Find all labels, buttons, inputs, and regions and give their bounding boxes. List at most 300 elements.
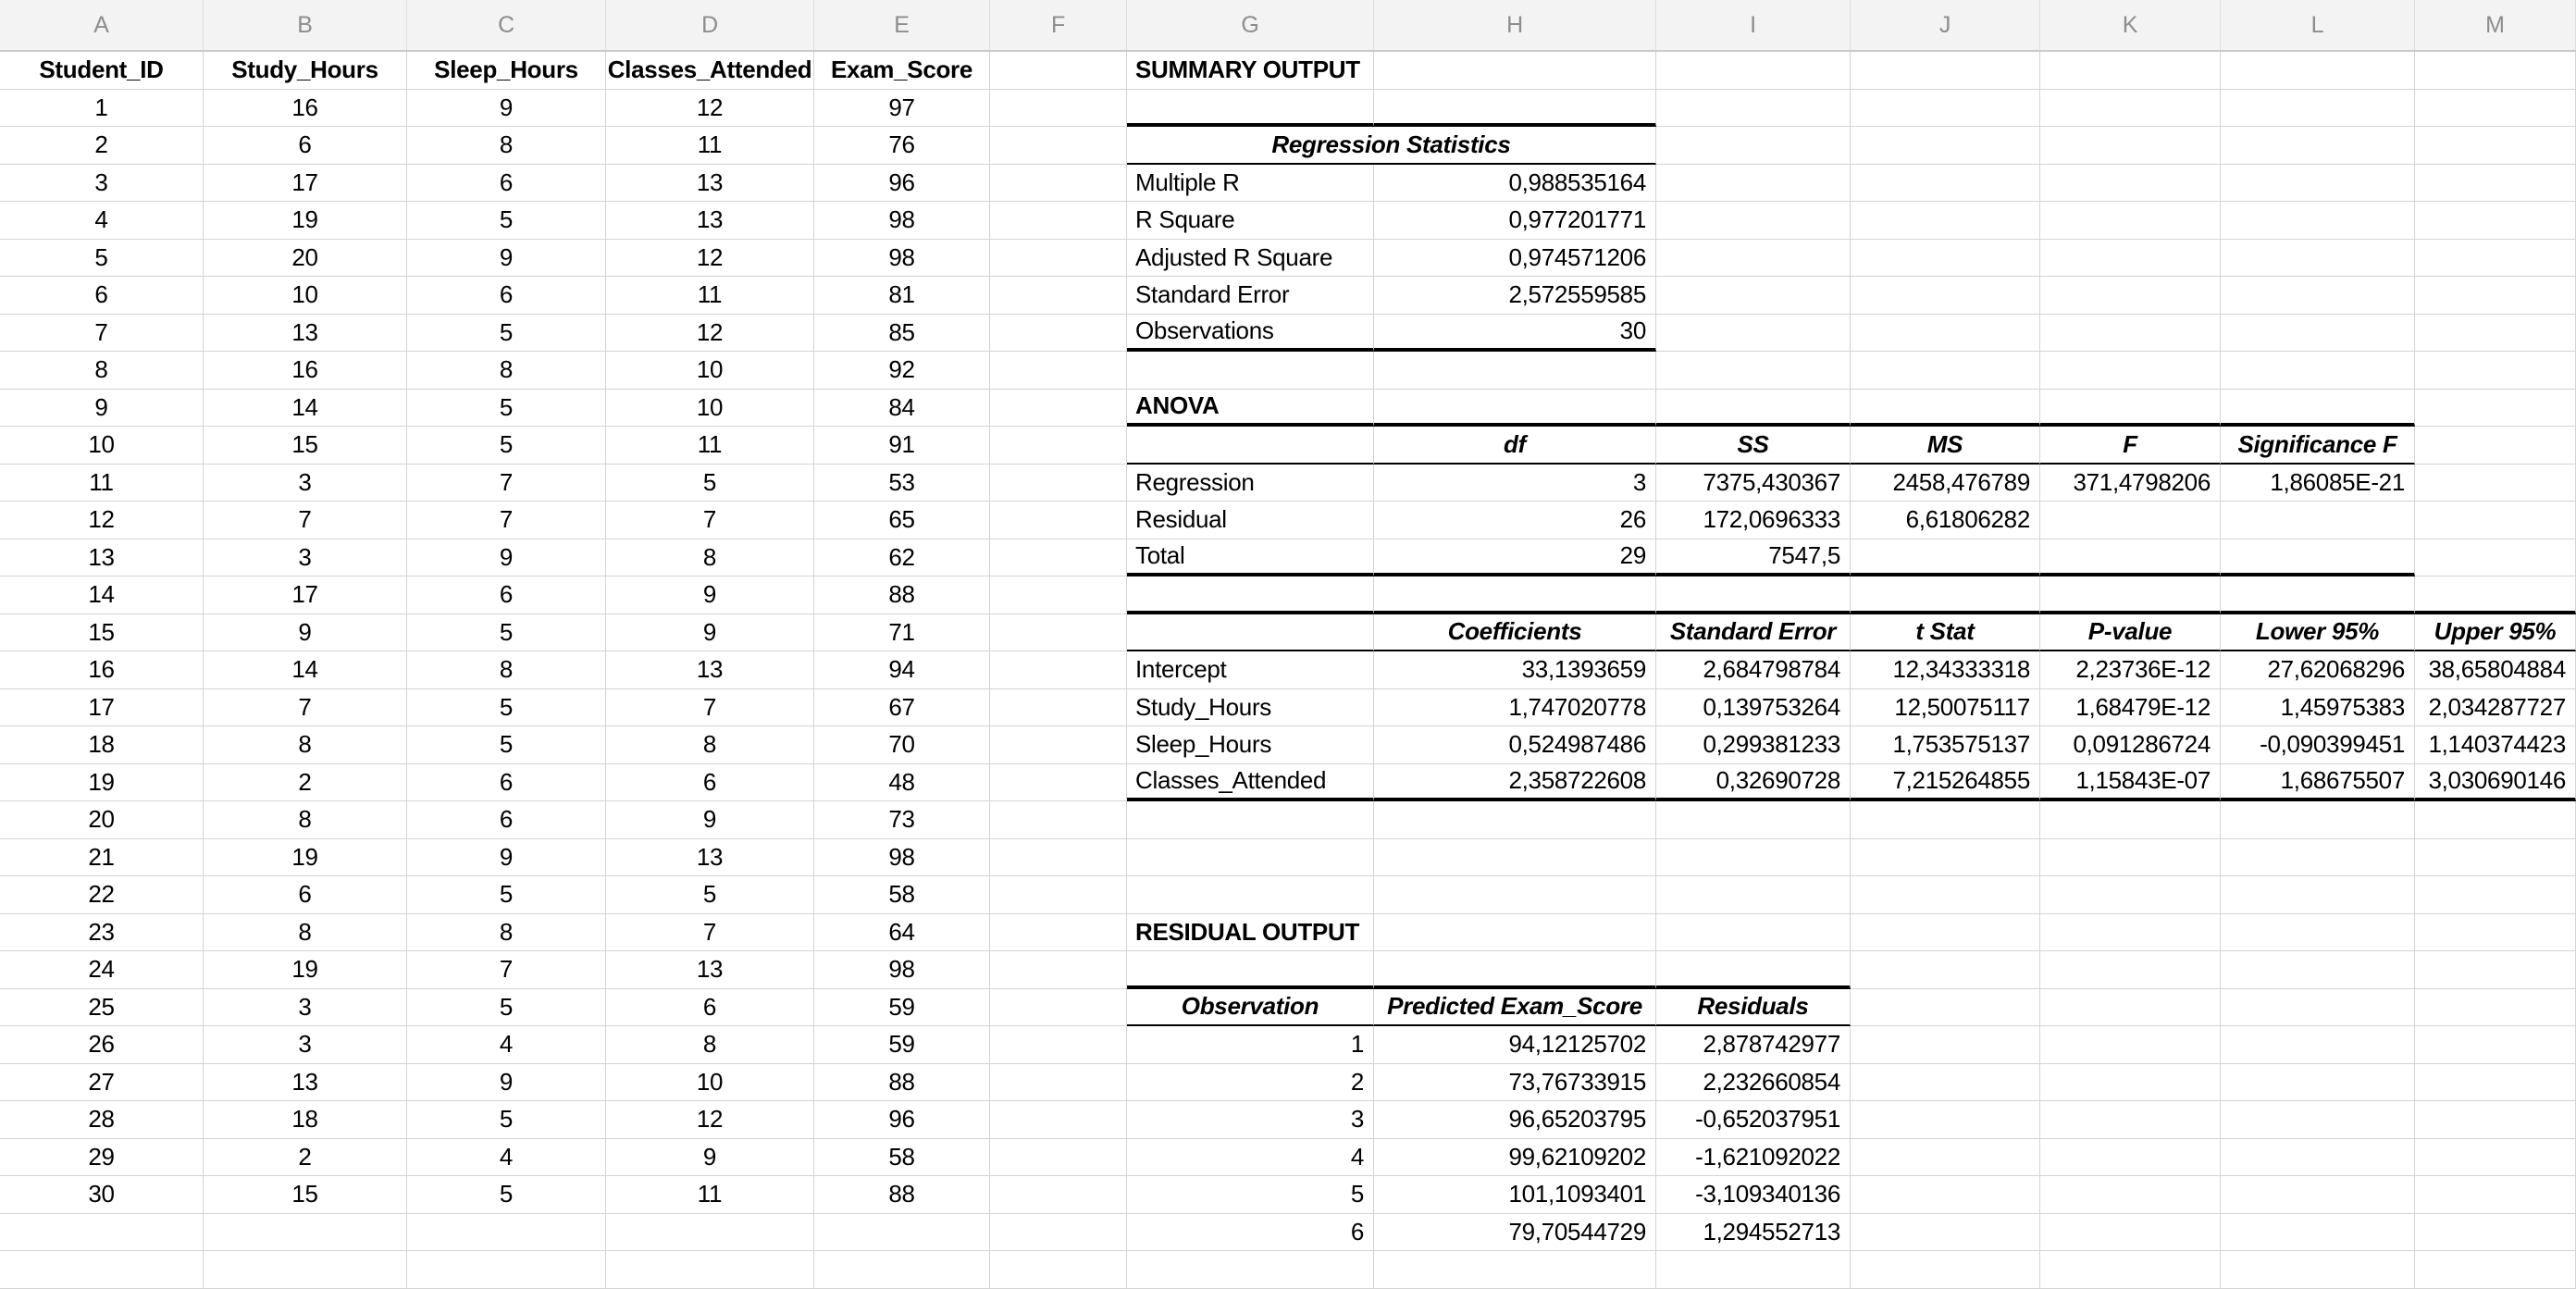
student-table-cell[interactable]: 13	[606, 202, 814, 240]
cell[interactable]	[2040, 240, 2221, 278]
anova-value[interactable]: 3	[1374, 465, 1656, 502]
student-table-cell[interactable]: 59	[814, 1026, 990, 1064]
cell[interactable]	[2221, 839, 2415, 877]
residual-output-value[interactable]: 5	[1127, 1176, 1374, 1214]
cell[interactable]	[1851, 1139, 2040, 1177]
cell[interactable]	[2415, 315, 2576, 353]
column-header-I[interactable]: I	[1656, 0, 1851, 50]
coefficients-header[interactable]: t Stat	[1851, 614, 2040, 652]
student-table-cell[interactable]: 20	[204, 240, 407, 278]
student-table-cell[interactable]: 9	[407, 1064, 606, 1102]
student-table-cell[interactable]: 8	[204, 726, 407, 764]
coefficient-value[interactable]: 1,747020778	[1374, 689, 1656, 727]
anova-value[interactable]: 1,86085E-21	[2221, 465, 2415, 502]
student-table-cell[interactable]: 2	[0, 127, 204, 165]
cell[interactable]	[2040, 202, 2221, 240]
cell[interactable]	[990, 390, 1127, 428]
student-table-cell[interactable]: 6	[606, 989, 814, 1027]
cell[interactable]	[1851, 1064, 2040, 1102]
cell[interactable]	[1656, 315, 1851, 353]
cell[interactable]	[2040, 277, 2221, 315]
cell[interactable]	[1851, 876, 2040, 914]
cell[interactable]	[1374, 951, 1656, 989]
anova-value[interactable]: 26	[1374, 502, 1656, 539]
student-table-cell[interactable]: 94	[814, 651, 990, 689]
student-table-cell[interactable]: 96	[814, 165, 990, 203]
cell[interactable]	[990, 539, 1127, 577]
cell[interactable]	[2221, 876, 2415, 914]
student-table-cell[interactable]: 59	[814, 989, 990, 1027]
student-table-cell[interactable]: 12	[0, 502, 204, 539]
cell[interactable]	[0, 1251, 204, 1289]
cell[interactable]	[1374, 90, 1656, 128]
student-table-cell[interactable]: 8	[407, 914, 606, 952]
cell[interactable]	[1374, 1251, 1656, 1289]
student-table-cell[interactable]: 13	[204, 315, 407, 353]
cell[interactable]	[2415, 914, 2576, 952]
cell[interactable]	[0, 1214, 204, 1252]
cell[interactable]	[2040, 352, 2221, 390]
student-table-cell[interactable]: 12	[606, 315, 814, 353]
cell[interactable]	[1851, 801, 2040, 839]
cell[interactable]	[2221, 277, 2415, 315]
anova-row-label[interactable]: Residual	[1127, 502, 1374, 539]
coefficient-value[interactable]: 1,753575137	[1851, 726, 2040, 764]
student-table-cell[interactable]: 6	[407, 764, 606, 802]
student-table-cell[interactable]: 30	[0, 1176, 204, 1214]
stat-value[interactable]: 2,572559585	[1374, 277, 1656, 315]
cell[interactable]	[2415, 1251, 2576, 1289]
cell[interactable]	[990, 576, 1127, 614]
student-table-cell[interactable]: 9	[606, 614, 814, 652]
student-table-cell[interactable]: 11	[606, 427, 814, 465]
cell[interactable]	[2415, 539, 2576, 577]
column-header-M[interactable]: M	[2415, 0, 2576, 50]
cell[interactable]	[2415, 127, 2576, 165]
cell[interactable]	[2040, 1026, 2221, 1064]
student-table-cell[interactable]: 15	[204, 1176, 407, 1214]
cell[interactable]	[1656, 352, 1851, 390]
coefficient-value[interactable]: 38,65804884	[2415, 651, 2576, 689]
cell[interactable]	[2415, 951, 2576, 989]
cell[interactable]	[2221, 1139, 2415, 1177]
column-header-H[interactable]: H	[1374, 0, 1656, 50]
student-table-cell[interactable]: 5	[407, 1176, 606, 1214]
cell[interactable]	[1127, 427, 1374, 465]
cell[interactable]	[2221, 52, 2415, 90]
student-table-cell[interactable]: 17	[204, 165, 407, 203]
anova-header[interactable]: SS	[1656, 427, 1851, 465]
residual-output-header[interactable]: Predicted Exam_Score	[1374, 989, 1656, 1027]
coefficients-header[interactable]: Lower 95%	[2221, 614, 2415, 652]
cell[interactable]	[2415, 277, 2576, 315]
anova-value[interactable]	[2221, 539, 2415, 577]
cell[interactable]	[1851, 165, 2040, 203]
coefficient-value[interactable]: 1,140374423	[2415, 726, 2576, 764]
cell[interactable]	[2221, 127, 2415, 165]
stat-label[interactable]: Observations	[1127, 315, 1374, 353]
cell[interactable]	[1656, 277, 1851, 315]
cell[interactable]	[1851, 52, 2040, 90]
cell[interactable]	[2221, 951, 2415, 989]
column-header-B[interactable]: B	[204, 0, 407, 50]
cell[interactable]	[204, 1251, 407, 1289]
student-table-cell[interactable]: 8	[606, 1026, 814, 1064]
cell[interactable]	[606, 1251, 814, 1289]
student-table-cell[interactable]: 13	[0, 539, 204, 577]
column-header-A[interactable]: A	[0, 0, 204, 50]
student-table-cell[interactable]: 8	[407, 651, 606, 689]
student-table-cell[interactable]: 88	[814, 1176, 990, 1214]
student-table-cell[interactable]: 18	[0, 726, 204, 764]
student-table-cell[interactable]: 9	[407, 539, 606, 577]
coefficient-value[interactable]: 33,1393659	[1374, 651, 1656, 689]
residual-output-header[interactable]: Observation	[1127, 989, 1374, 1027]
cell[interactable]	[407, 1214, 606, 1252]
student-table-cell[interactable]: 4	[407, 1139, 606, 1177]
anova-value[interactable]: 29	[1374, 539, 1656, 577]
cell[interactable]	[990, 502, 1127, 539]
student-table-cell[interactable]: 58	[814, 876, 990, 914]
student-table-cell[interactable]: 73	[814, 801, 990, 839]
cell[interactable]	[1851, 352, 2040, 390]
student-table-cell[interactable]: 7	[407, 502, 606, 539]
cell[interactable]	[990, 876, 1127, 914]
residual-output-value[interactable]: 96,65203795	[1374, 1101, 1656, 1139]
student-table-cell[interactable]: 67	[814, 689, 990, 727]
residual-output-value[interactable]: 73,76733915	[1374, 1064, 1656, 1102]
anova-value[interactable]: 2458,476789	[1851, 465, 2040, 502]
student-table-cell[interactable]: 22	[0, 876, 204, 914]
cell[interactable]	[1656, 1251, 1851, 1289]
student-table-cell[interactable]: 10	[606, 1064, 814, 1102]
student-table-cell[interactable]: 58	[814, 1139, 990, 1177]
residual-output-value[interactable]: 94,12125702	[1374, 1026, 1656, 1064]
student-table-cell[interactable]: 19	[0, 764, 204, 802]
residual-output-value[interactable]: 6	[1127, 1214, 1374, 1252]
student-table-cell[interactable]: 27	[0, 1064, 204, 1102]
anova-value[interactable]: 172,0696333	[1656, 502, 1851, 539]
coefficients-header[interactable]: Standard Error	[1656, 614, 1851, 652]
cell[interactable]	[990, 127, 1127, 165]
cell[interactable]	[1851, 1101, 2040, 1139]
cell[interactable]	[1851, 989, 2040, 1027]
cell[interactable]	[1127, 352, 1374, 390]
cell[interactable]	[990, 1251, 1127, 1289]
coefficient-value[interactable]: 0,299381233	[1656, 726, 1851, 764]
student-table-cell[interactable]: 6	[407, 801, 606, 839]
cell[interactable]	[1851, 576, 2040, 614]
cell[interactable]	[1851, 315, 2040, 353]
coefficients-header[interactable]: Coefficients	[1374, 614, 1656, 652]
cell[interactable]	[990, 801, 1127, 839]
student-table-cell[interactable]: 13	[606, 165, 814, 203]
cell[interactable]	[2040, 1251, 2221, 1289]
cell[interactable]	[1851, 914, 2040, 952]
student-table-cell[interactable]: 8	[606, 726, 814, 764]
cell[interactable]	[990, 839, 1127, 877]
anova-value[interactable]: 7547,5	[1656, 539, 1851, 577]
cell[interactable]	[2221, 576, 2415, 614]
cell[interactable]	[990, 764, 1127, 802]
cell[interactable]	[2040, 390, 2221, 428]
student-table-cell[interactable]: 11	[606, 127, 814, 165]
student-table-cell[interactable]: 3	[204, 539, 407, 577]
cell[interactable]	[990, 689, 1127, 727]
cell[interactable]	[2415, 1026, 2576, 1064]
cell[interactable]	[990, 352, 1127, 390]
student-table-cell[interactable]: 20	[0, 801, 204, 839]
cell[interactable]	[1374, 352, 1656, 390]
cell[interactable]	[2415, 1101, 2576, 1139]
cell[interactable]	[1656, 576, 1851, 614]
cell[interactable]	[2221, 165, 2415, 203]
cell[interactable]	[2040, 876, 2221, 914]
coefficient-value[interactable]: 12,50075117	[1851, 689, 2040, 727]
residual-output-value[interactable]: 2,232660854	[1656, 1064, 1851, 1102]
coefficient-value[interactable]: 1,68675507	[2221, 764, 2415, 802]
student-table-cell[interactable]: 3	[204, 989, 407, 1027]
cell[interactable]	[2221, 1026, 2415, 1064]
anova-header[interactable]: MS	[1851, 427, 2040, 465]
student-table-header[interactable]: Student_ID	[0, 52, 204, 90]
student-table-cell[interactable]: 13	[606, 839, 814, 877]
anova-value[interactable]	[2221, 502, 2415, 539]
cell[interactable]	[990, 427, 1127, 465]
coefficient-value[interactable]: 7,215264855	[1851, 764, 2040, 802]
cell[interactable]	[990, 465, 1127, 502]
student-table-cell[interactable]: 7	[606, 689, 814, 727]
student-table-cell[interactable]: 7	[204, 502, 407, 539]
coefficient-value[interactable]: 0,139753264	[1656, 689, 1851, 727]
student-table-cell[interactable]: 8	[204, 914, 407, 952]
student-table-cell[interactable]: 48	[814, 764, 990, 802]
cell[interactable]	[1656, 951, 1851, 989]
cell[interactable]	[1374, 839, 1656, 877]
student-table-cell[interactable]: 5	[407, 390, 606, 428]
student-table-cell[interactable]: 70	[814, 726, 990, 764]
student-table-cell[interactable]: 9	[606, 801, 814, 839]
residual-output-header[interactable]: Residuals	[1656, 989, 1851, 1027]
coefficient-value[interactable]: 1,15843E-07	[2040, 764, 2221, 802]
student-table-cell[interactable]: 24	[0, 951, 204, 989]
student-table-header[interactable]: Classes_Attended	[606, 52, 814, 90]
residual-output-value[interactable]: 1,294552713	[1656, 1214, 1851, 1252]
student-table-cell[interactable]: 5	[407, 614, 606, 652]
student-table-cell[interactable]: 88	[814, 576, 990, 614]
residual-output-value[interactable]: -1,621092022	[1656, 1139, 1851, 1177]
student-table-cell[interactable]: 23	[0, 914, 204, 952]
cell[interactable]	[1127, 839, 1374, 877]
cell[interactable]	[2221, 1064, 2415, 1102]
student-table-cell[interactable]: 18	[204, 1101, 407, 1139]
anova-value[interactable]: 371,4798206	[2040, 465, 2221, 502]
column-header-F[interactable]: F	[990, 0, 1127, 50]
student-table-cell[interactable]: 5	[0, 240, 204, 278]
cell[interactable]	[2221, 240, 2415, 278]
cell[interactable]	[2415, 240, 2576, 278]
residual-output-value[interactable]: 99,62109202	[1374, 1139, 1656, 1177]
coefficient-value[interactable]: 2,358722608	[1374, 764, 1656, 802]
student-table-cell[interactable]: 13	[606, 951, 814, 989]
cell[interactable]	[2415, 52, 2576, 90]
student-table-cell[interactable]: 9	[606, 1139, 814, 1177]
cell[interactable]	[1851, 1214, 2040, 1252]
cell[interactable]	[2221, 1214, 2415, 1252]
coefficient-value[interactable]: 27,62068296	[2221, 651, 2415, 689]
student-table-cell[interactable]: 25	[0, 989, 204, 1027]
student-table-cell[interactable]: 5	[407, 427, 606, 465]
student-table-cell[interactable]: 7	[407, 465, 606, 502]
stat-label[interactable]: Multiple R	[1127, 165, 1374, 203]
student-table-cell[interactable]: 13	[606, 651, 814, 689]
cell[interactable]	[1656, 240, 1851, 278]
student-table-cell[interactable]: 5	[407, 202, 606, 240]
anova-value[interactable]	[1851, 539, 2040, 577]
student-table-cell[interactable]: 5	[606, 876, 814, 914]
student-table-header[interactable]: Sleep_Hours	[407, 52, 606, 90]
cell[interactable]	[2415, 502, 2576, 539]
student-table-cell[interactable]: 21	[0, 839, 204, 877]
cell[interactable]	[990, 165, 1127, 203]
cell[interactable]	[2040, 914, 2221, 952]
student-table-cell[interactable]: 6	[204, 876, 407, 914]
student-table-cell[interactable]: 28	[0, 1101, 204, 1139]
coefficient-value[interactable]: 12,34333318	[1851, 651, 2040, 689]
student-table-cell[interactable]: 5	[407, 726, 606, 764]
cell[interactable]	[990, 277, 1127, 315]
student-table-cell[interactable]: 9	[606, 576, 814, 614]
cell[interactable]	[990, 989, 1127, 1027]
cell[interactable]	[2221, 1176, 2415, 1214]
cell[interactable]	[990, 614, 1127, 652]
student-table-cell[interactable]: 71	[814, 614, 990, 652]
student-table-cell[interactable]: 8	[0, 352, 204, 390]
student-table-cell[interactable]: 81	[814, 277, 990, 315]
student-table-cell[interactable]: 14	[0, 576, 204, 614]
student-table-cell[interactable]: 7	[606, 914, 814, 952]
cell[interactable]	[2221, 90, 2415, 128]
cell[interactable]	[990, 726, 1127, 764]
column-header-E[interactable]: E	[814, 0, 990, 50]
cell[interactable]	[1656, 52, 1851, 90]
cell[interactable]	[1851, 240, 2040, 278]
cell[interactable]	[1851, 951, 2040, 989]
anova-value[interactable]: 6,61806282	[1851, 502, 2040, 539]
student-table-cell[interactable]: 9	[0, 390, 204, 428]
residual-output-value[interactable]: 79,70544729	[1374, 1214, 1656, 1252]
student-table-cell[interactable]: 11	[606, 277, 814, 315]
residual-output-value[interactable]: 101,1093401	[1374, 1176, 1656, 1214]
coefficients-header[interactable]: P-value	[2040, 614, 2221, 652]
student-table-cell[interactable]: 98	[814, 951, 990, 989]
cell[interactable]	[2040, 1139, 2221, 1177]
student-table-cell[interactable]: 2	[204, 764, 407, 802]
stat-label[interactable]: Standard Error	[1127, 277, 1374, 315]
cell[interactable]	[2040, 1064, 2221, 1102]
student-table-cell[interactable]: 9	[407, 839, 606, 877]
student-table-cell[interactable]: 15	[204, 427, 407, 465]
cell[interactable]	[2415, 1176, 2576, 1214]
cell[interactable]	[1127, 801, 1374, 839]
student-table-cell[interactable]: 16	[204, 90, 407, 128]
cell[interactable]	[1127, 614, 1374, 652]
stat-value[interactable]: 0,974571206	[1374, 240, 1656, 278]
anova-row-label[interactable]: Regression	[1127, 465, 1374, 502]
student-table-cell[interactable]: 85	[814, 315, 990, 353]
cell[interactable]	[1374, 914, 1656, 952]
cell[interactable]	[2040, 127, 2221, 165]
student-table-cell[interactable]: 8	[204, 801, 407, 839]
cell[interactable]	[1851, 839, 2040, 877]
cell[interactable]	[2415, 390, 2576, 428]
coefficient-row-label[interactable]: Intercept	[1127, 651, 1374, 689]
stat-label[interactable]: R Square	[1127, 202, 1374, 240]
student-table-cell[interactable]: 6	[407, 576, 606, 614]
cell[interactable]	[2040, 52, 2221, 90]
coefficient-value[interactable]: 3,030690146	[2415, 764, 2576, 802]
cell[interactable]	[1374, 390, 1656, 428]
cell[interactable]	[1374, 801, 1656, 839]
residual-output-value[interactable]: -0,652037951	[1656, 1101, 1851, 1139]
cell[interactable]	[1851, 1251, 2040, 1289]
student-table-cell[interactable]: 17	[204, 576, 407, 614]
cell[interactable]	[407, 1251, 606, 1289]
student-table-cell[interactable]: 7	[407, 951, 606, 989]
student-table-cell[interactable]: 19	[204, 202, 407, 240]
student-table-cell[interactable]: 98	[814, 202, 990, 240]
cell[interactable]	[990, 1026, 1127, 1064]
anova-value[interactable]: 7375,430367	[1656, 465, 1851, 502]
student-table-cell[interactable]: 5	[407, 876, 606, 914]
cell[interactable]	[1851, 90, 2040, 128]
anova-title[interactable]: ANOVA	[1127, 390, 1374, 428]
cell[interactable]	[2221, 315, 2415, 353]
student-table-cell[interactable]: 14	[204, 651, 407, 689]
cell[interactable]	[990, 315, 1127, 353]
cell[interactable]	[2040, 801, 2221, 839]
cell[interactable]	[2040, 1176, 2221, 1214]
cell[interactable]	[990, 651, 1127, 689]
column-header-J[interactable]: J	[1851, 0, 2040, 50]
cell[interactable]	[2415, 839, 2576, 877]
anova-header[interactable]: F	[2040, 427, 2221, 465]
student-table-cell[interactable]: 3	[204, 1026, 407, 1064]
student-table-header[interactable]: Exam_Score	[814, 52, 990, 90]
column-header-D[interactable]: D	[606, 0, 814, 50]
student-table-cell[interactable]: 4	[407, 1026, 606, 1064]
cell[interactable]	[2415, 465, 2576, 502]
student-table-cell[interactable]: 84	[814, 390, 990, 428]
cell[interactable]	[1851, 202, 2040, 240]
cell[interactable]	[1127, 951, 1374, 989]
cell[interactable]	[1656, 839, 1851, 877]
anova-header[interactable]: df	[1374, 427, 1656, 465]
student-table-cell[interactable]: 19	[204, 951, 407, 989]
cell[interactable]	[2040, 315, 2221, 353]
student-table-cell[interactable]: 9	[407, 240, 606, 278]
residual-output-value[interactable]: -3,109340136	[1656, 1176, 1851, 1214]
student-table-cell[interactable]: 9	[407, 90, 606, 128]
student-table-cell[interactable]: 91	[814, 427, 990, 465]
residual-output-value[interactable]: 4	[1127, 1139, 1374, 1177]
student-table-cell[interactable]: 7	[204, 689, 407, 727]
cell[interactable]	[1127, 576, 1374, 614]
coefficient-row-label[interactable]: Sleep_Hours	[1127, 726, 1374, 764]
cell[interactable]	[1851, 390, 2040, 428]
cell[interactable]	[204, 1214, 407, 1252]
cell[interactable]	[2221, 352, 2415, 390]
